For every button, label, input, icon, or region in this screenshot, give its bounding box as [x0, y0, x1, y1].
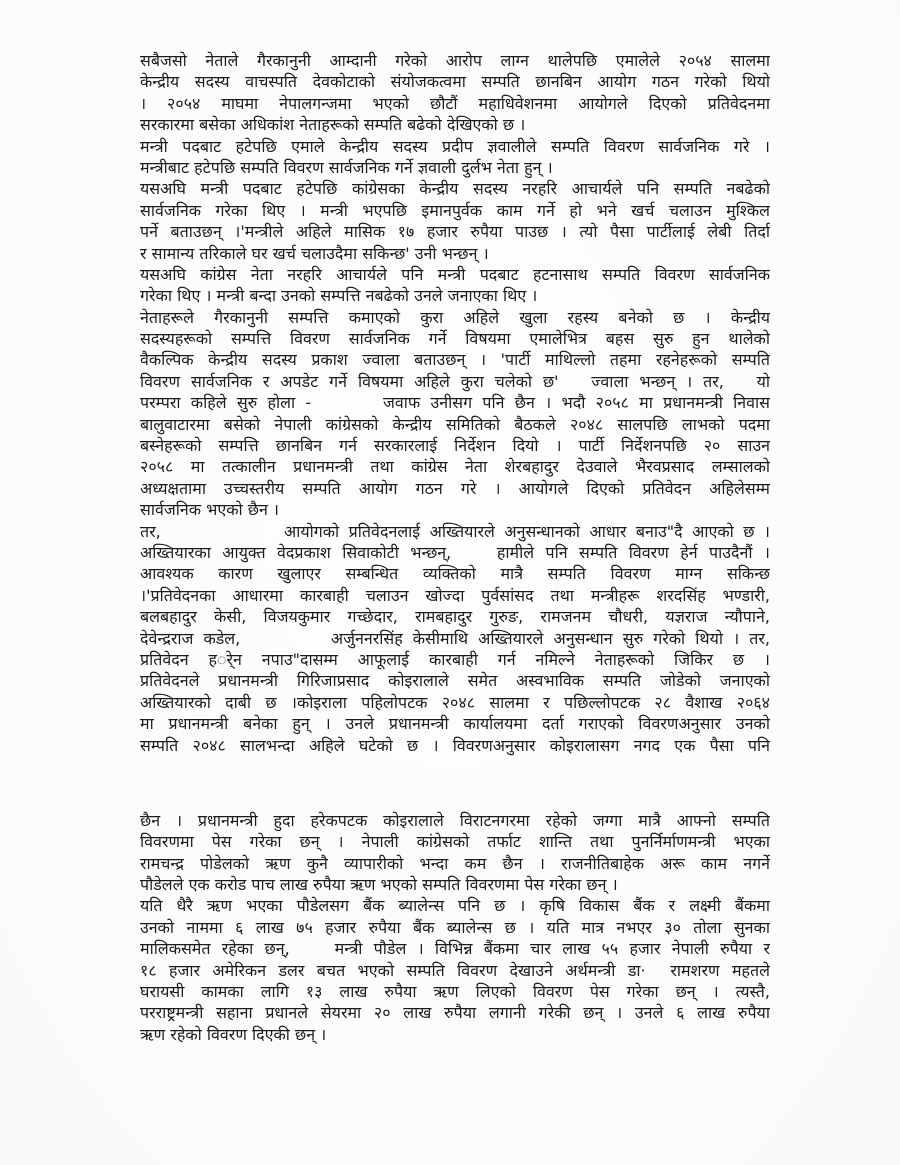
text-line: अख्तियारका आयुक्त वेदप्रकाश सिवाकोटी भन्छन्, हामीले पनि सम्पति विवरण हेर्न पाउदैनौं ।: [140, 542, 770, 562]
text-line: मन्त्री पदबाट हटेपछि एमाले केन्द्रीय सदस्य प्रदीप ज्ञवालीले सम्पति विवरण सार्वजनिक गरे ।: [140, 136, 770, 156]
text-line: अध्यक्षतामा उच्चस्तरीय सम्पति आयोग गठन गरे । आयोगले दिएको प्रतिवेदन अहिलेसम्म: [140, 478, 770, 498]
text-line: वैकल्पिक केन्द्रीय सदस्य प्रकाश ज्वाला बताउछन् । 'पार्टी माथिल्लो तहमा रहनेहरूको सम्पति: [140, 350, 770, 370]
text-line: र सामान्य तरिकाले घर खर्च चलाउदैमा सकिन्छ' उनी भन्छन् ।: [140, 243, 489, 263]
text-line: उनको नाममा ६ लाख ७५ हजार रुपैया बैंक ब्यालेन्स छ । यति मात्र नभएर ३० तोला सुनका: [140, 917, 770, 937]
text-line: मा प्रधानमन्त्री बनेका हुन् । उनले प्रधानमन्त्री कार्यालयमा दर्ता गराएको विवरणअनुसार उनको: [140, 714, 770, 734]
text-line: सदस्यहरूको सम्पत्ति विवरण सार्वजनिक गर्ने विषयमा एमालेभित्र बहस सुरु हुन थालेको: [140, 329, 770, 349]
text-line: पौडेलले एक करोड पाच लाख रुपैया ऋण भएको सम्पति विवरणमा पेस गरेका छन् ।: [140, 875, 618, 895]
text-line: पर्ने बताउछन् ।'मन्त्रीले अहिले मासिक १७ हजार रुपैया पाउछ । त्यो पैसा पार्टीलाई लेबी तिर्दा: [140, 222, 770, 242]
text-line: सार्वजनिक गरेका थिए । मन्त्री भएपछि इमानपुर्वक काम गर्ने हो भने खर्च चलाउन मुश्किल: [140, 200, 770, 220]
text-line: मन्त्रीबाट हटेपछि सम्पति विवरण सार्वजनिक गर्ने ज्ञवाली दुर्लभ नेता हुन् ।: [140, 157, 553, 177]
text-line: सार्वजनिक भएको छैन ।: [140, 500, 279, 520]
text-line: परम्परा कहिले सुरु होला - जवाफ उनीसग पनि छैन । भदौ २०५८ मा प्रधानमन्त्री निवास: [140, 393, 770, 413]
text-line: केन्द्रीय सदस्य वाचस्पति देवकोटाको संयोजकत्वमा सम्पति छानबिन आयोग गठन गरेको थियो: [140, 72, 770, 92]
text-line: आवश्यक कारण खुलाएर सम्बन्धित व्यक्तिको मात्रै सम्पति विवरण माग्न सकिन्छ: [140, 564, 770, 584]
text-line: सबैजसो नेताले गैरकानुनी आम्दानी गरेको आरोप लाग्न थालेपछि एमालेले २०५४ सालमा: [140, 51, 770, 70]
text-line: गरेका थिए । मन्त्री बन्दा उनको सम्पत्ति नबढेको उनले जनाएका थिए ।: [140, 286, 538, 306]
text-line: यसअघि कांग्रेस नेता नरहरि आचार्यले पनि मन्त्री पदबाट हटनासाथ सम्पति विवरण सार्वजनिक: [140, 264, 770, 284]
text-line: छैन । प्रधानमन्त्री हुदा हरेकपटक कोइरालाले विराटनगरमा रहेको जग्गा मात्रै आफ्नो सम्पति: [140, 810, 770, 830]
text-line: बस्नेहरूको सम्पत्ति छानबिन गर्न सरकारलाई निर्देशन दियो । पार्टी निर्देशनपछि २० साउन: [140, 436, 770, 456]
text-line: सरकारमा बसेका अधिकांश नेताहरूको सम्पति बढेको देखिएको छ ।: [140, 115, 526, 135]
text-line: १८ हजार अमेरिकन डलर बचत भएको सम्पति विवरण देखाउने अर्थमन्त्री डा· रामशरण महतले: [140, 960, 770, 980]
text-column: [140, 50, 770, 1045]
text-line: बलबहादुर केसी, विजयकुमार गच्छेदार, रामबहादुर गुरुङ, रामजनम चौधरी, यज्ञराज न्यौपाने,: [140, 607, 770, 627]
text-line: विवरणमा पेस गरेका छन् । नेपाली कांग्रेसको तर्फाट शान्ति तथा पुनर्निर्माणमन्त्री भएका: [140, 832, 770, 852]
text-line: । २०५४ माघमा नेपालगन्जमा भएको छौटौं महाधिवेशनमा आयोगले दिएको प्रतिवेदनमा: [140, 93, 770, 113]
text-line: घरायसी कामका लागि १३ लाख रुपैया ऋण लिएको विवरण पेस गरेका छन् । त्यस्तै,: [140, 982, 770, 1002]
text-line: विवरण सार्वजनिक र अपडेट गर्ने विषयमा अहिले कुरा चलेको छ' ज्वाला भन्छन् । तर, यो: [140, 371, 770, 391]
text-line: यति धैरै ऋण भएका पौडेलसग बैंक ब्यालेन्स पनि छ । कृषि विकास बैंक र लक्ष्मी बैंकमा: [140, 896, 770, 916]
text-line: प्रतिवेदनले प्रधानमन्त्री गिरिजाप्रसाद कोइरालाले समेत अस्वभाविक सम्पति जोडेको जनाएको: [140, 671, 770, 691]
text-line: रामचन्द्र पोडेलको ऋण कुनै व्यापारीको भन्दा कम छैन । राजनीतिबाहेक अरू काम नगर्ने: [140, 853, 770, 873]
text-line: परराष्ट्रमन्त्री सहाना प्रधानले सेयरमा २० लाख रुपैया लगानी गरेकी छन् । उनले ६ लाख रुपैया: [140, 1003, 770, 1023]
text-line: ऋण रहेको विवरण दिएकी छन् ।: [140, 1024, 327, 1044]
text-line: २०५८ मा तत्कालीन प्रधानमन्त्री तथा कांग्रेस नेता शेरबहादुर देउवाले भैरवप्रसाद लम्सालको: [140, 457, 770, 477]
text-line: तर, आयोगको प्रतिवेदनलाई अख्तियारले अनुसन्धानको आधार बनाउ"दै आएको छ ।: [140, 521, 770, 541]
text-line: ।'प्रतिवेदनका आधारमा कारबाही चलाउन खोज्दा पुर्वसांसद तथा मन्त्रीहरू शरदसिंह भण्डारी,: [140, 585, 770, 605]
text-block-2: [140, 810, 770, 1045]
text-line: बालुवाटारमा बसेको नेपाली कांग्रेसको केन्द्रीय समितिको बैठकले २०४८ सालपछि लाभको पदमा: [140, 414, 770, 434]
text-line: सम्पति २०४८ सालभन्दा अहिले घटेको छ । विवरणअनुसार कोइरालासग नगद एक पैसा पनि: [140, 735, 770, 755]
text-line: नेताहरूले गैरकानुनी सम्पत्ति कमाएको कुरा अहिले खुला रहस्य बनेको छ । केन्द्रीय: [140, 307, 770, 327]
text-line: अख्तियारको दाबी छ ।कोइराला पहिलोपटक २०४८ सालमा र पछिल्लोपटक २८ वैशाख २०६४: [140, 692, 770, 712]
text-line: मालिकसमेत रहेका छन्, मन्त्री पौडेल । विभिन्न बैंकमा चार लाख ५५ हजार नेपाली रुपैया र: [140, 939, 770, 959]
text-line: यसअघि मन्त्री पदबाट हटेपछि कांग्रेसका केन्द्रीय सदस्य नरहरि आचार्यले पनि सम्पति नबढेको: [140, 179, 770, 199]
text-line: देवेन्द्रराज कडेल, अर्जुननरसिंह केसीमाथि अख्तियारले अनुसन्धान सुरु गरेको थियो । तर,: [140, 628, 770, 648]
text-block-1: [140, 50, 770, 756]
text-line: प्रतिवेदन हर्ेन नपाउ"दासम्म आफूलाई कारबाही गर्न नमिल्ने नेताहरूको जिकिर छ ।: [140, 649, 770, 669]
